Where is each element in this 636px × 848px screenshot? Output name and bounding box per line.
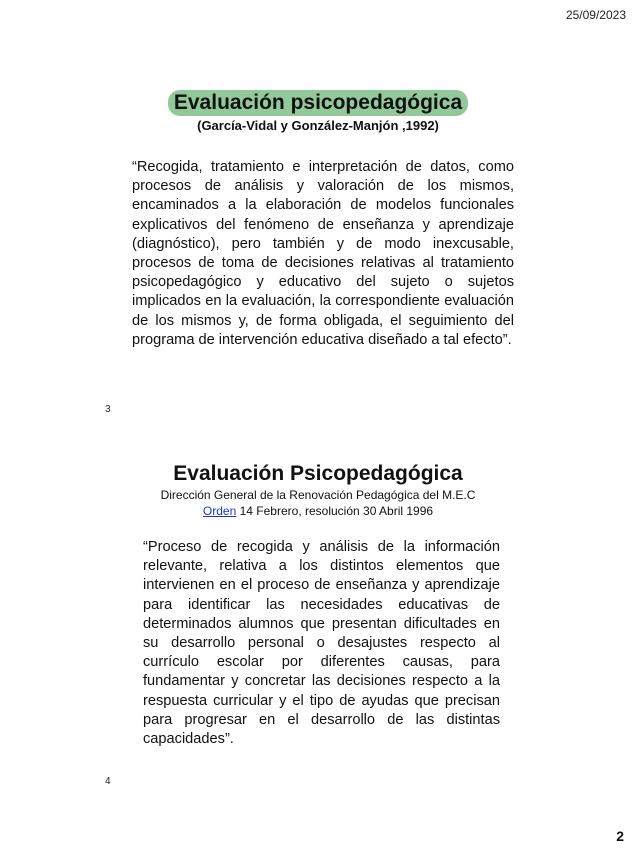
definition-quote: “Proceso de recogida y análisis de la información relevante, relativa a los distintos elementos que intervienen en el proceso de enseñanza y aprendizaje para identificar las necesidades educativas de determinados alumnos que presentan dificultades en su desarrollo personal o desajustes respecto al currículo escolar por diferentes causas, para fundamentar y concretar las decisiones respecto a la respuesta curricular y el tipo de ayudas que precisan para progresar en el desarrollo de las distintas capacidades”. (143, 539, 500, 748)
slide-number: 3 (105, 404, 111, 415)
slide-title: Evaluación psicopedagógica (168, 90, 468, 116)
slide-source-detail (0, 504, 636, 518)
orden-link[interactable]: Orden (202, 504, 237, 518)
orden-detail: 14 Febrero, resolución 30 Abril 1996 (236, 504, 434, 518)
slide-citation: (García-Vidal y González-Manjón ,1992) (197, 118, 439, 133)
slide-number: 4 (105, 776, 111, 787)
page-number: 2 (616, 828, 624, 844)
slide-4 (0, 462, 636, 748)
slide-source: Dirección General de la Renovación Pedagógica del M.E.C (160, 488, 476, 502)
slide-title: Evaluación Psicopedagógica (173, 462, 463, 485)
slide-3 (0, 90, 636, 348)
print-date: 25/09/2023 (565, 8, 626, 22)
definition-quote: “Recogida, tratamiento e interpretación de datos, como procesos de análisis y valoración de los mismos, encaminados a la elaboración de modelos funcionales explicativos del fenómeno de enseñanza y aprendizaje (diagnóstico), pero también y de modo inexcusable, procesos de toma de decisiones relativas al tratamiento psicopedagógico y educativo del sujeto o sujetos implicados en la evaluación, la correspondiente evaluación de los mismos y, de forma obligada, el seguimiento del programa de intervención educativa diseñado a tal efecto”. (132, 159, 514, 348)
